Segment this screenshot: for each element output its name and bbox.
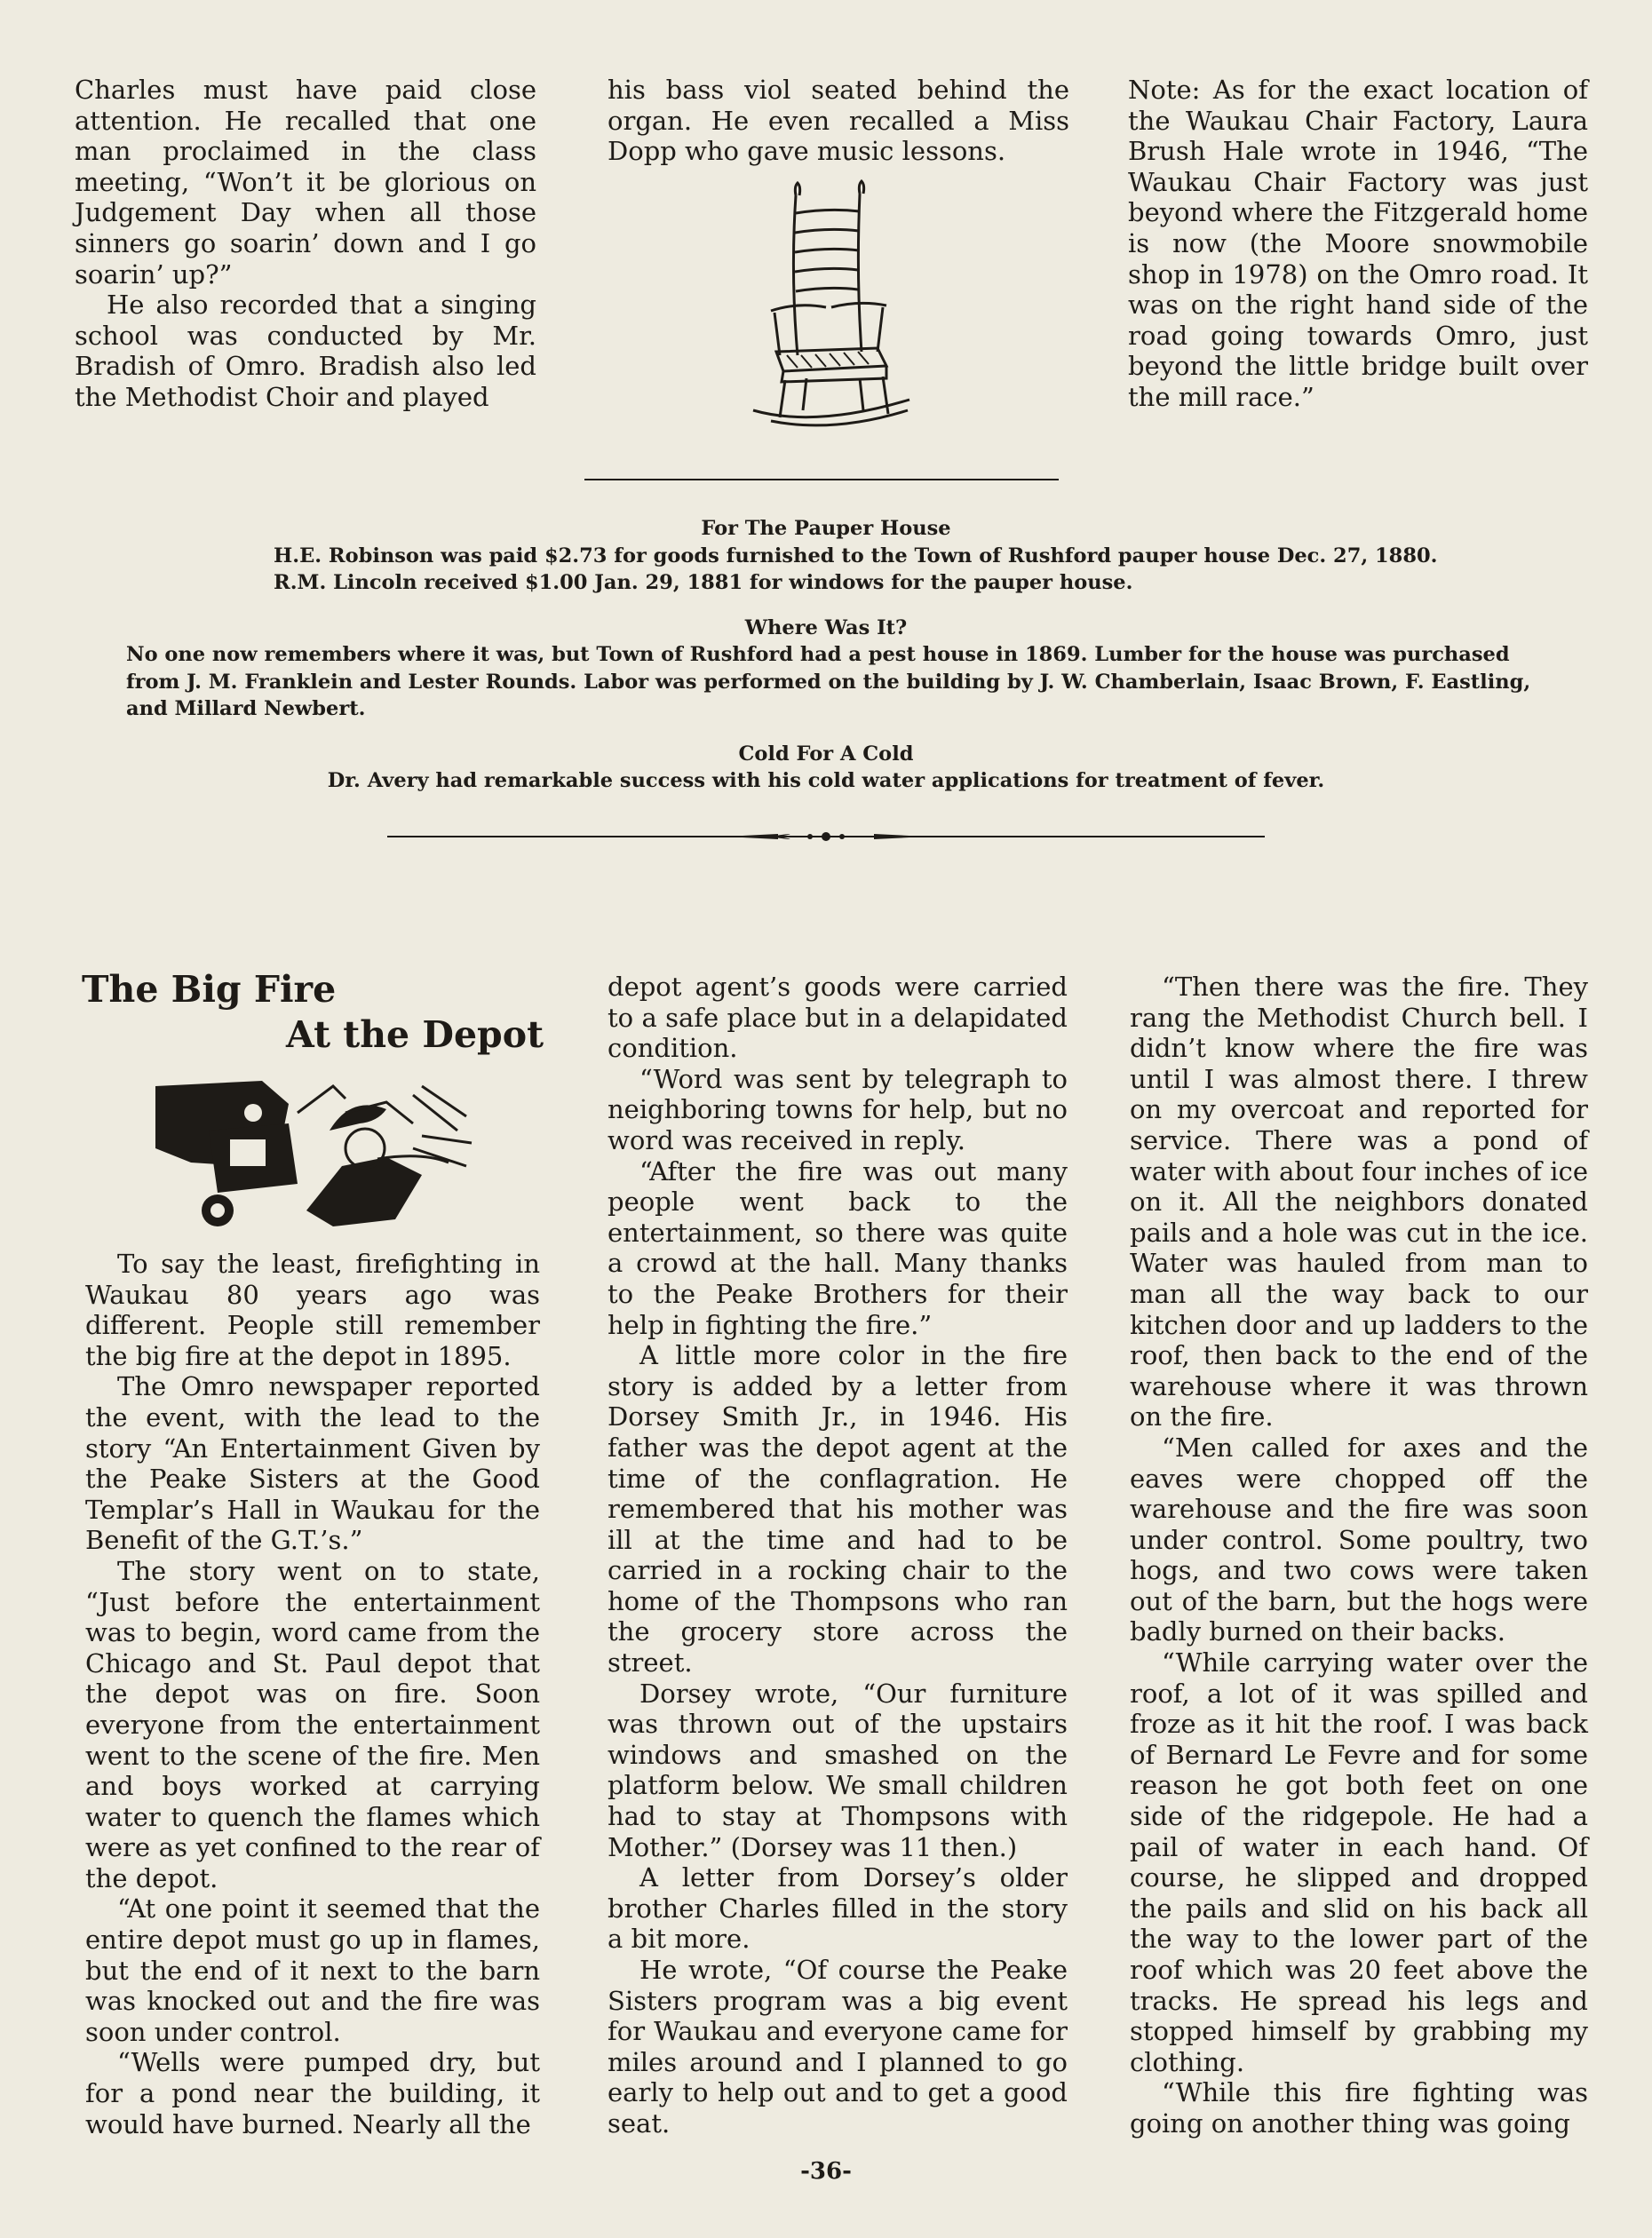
article-title-line-2: At the Depot [286, 1013, 544, 1056]
page-number: -36- [800, 2158, 852, 2185]
paragraph: He also recorded that a singing school was conducted by Mr. Bradish of Omro. Bradish also led the Methodist Choir and played [75, 290, 536, 412]
paragraph: “While carrying water over the roof, a lot of it was spilled and froze as it hit the roof. I was back of Bernard Le Fevre and for some reason he got both feet on one side of the ridgepole. He had a pail of water in each hand. Of course, he slipped and dropped the pails and slid on his back all the way to the lower part of the roof which was 20 feet above the tracks. He spread his legs and stopped himself by grabbing my clothing. [1130, 1647, 1588, 2077]
paragraph: “At one point it seemed that the entire depot must go up in flames, but the end of it next to the barn was knocked out and the fire was soon under control. [85, 1893, 540, 2047]
paragraph: his bass viol seated behind the organ. He even recalled a Miss Dopp who gave music lessons. [608, 75, 1069, 167]
article-column-1 [85, 1249, 540, 2139]
note-text: No one now remembers where it was, but Town of Rushford had a pest house in 1869. Lumber for the house was purchased from J. M. Franklein and Lester Rounds. Labor was performed on the building by J. W. Chamberlain, Isaac Brown, F. Eastling, and Millard Newbert. [126, 643, 1531, 720]
article-column-3 [1130, 972, 1588, 2139]
paragraph: “Word was sent by telegraph to neighboring towns for help, but no word was received in reply. [608, 1063, 1068, 1155]
notes-block [85, 515, 1567, 795]
article-title-line-1: The Big Fire [82, 968, 337, 1011]
note-text: Dr. Avery had remarkable success with his cold water applications for treatment of fever. [327, 769, 1325, 792]
paragraph: Charles must have paid close attention. He recalled that one man proclaimed in the class meeting, “Won’t it be glorious on Judgement Day when all those sinners go soarin’ down and I go soarin’ up?” [75, 75, 536, 290]
paragraph: “Wells were pumped dry, but for a pond near the building, it would have burned. Nearly all the [85, 2047, 540, 2139]
top-column-2 [608, 75, 1069, 167]
paragraph: A letter from Dorsey’s older brother Charles filled in the story a bit more. [608, 1862, 1068, 1955]
paragraph: The story went on to state, “Just before the entertainment was to begin, word came from the Chicago and St. Paul depot that the depot was on fire. Soon everyone from the entertainment went to the scene of the fire. Men and boys worked at carrying water to quench the flames which were as yet confined to the rear of the depot. [85, 1555, 540, 1893]
fireman-illustration [155, 1077, 482, 1228]
paragraph: depot agent’s goods were carried to a safe place but in a delapidated condition. [608, 972, 1068, 1064]
top-column-1 [75, 75, 536, 413]
paragraph: “Then there was the fire. They rang the Methodist Church bell. I didn’t know where the fire was until I was almost there. I threw on my overcoat and reported for service. There was a pond of water with about four inches of ice on it. All the neighbors donated pails and a hole was cut in the ice. Water was hauled from man to man all the way back to our kitchen door and up ladders to the roof, then back to the end of the warehouse where it was thrown on the fire. [1130, 972, 1588, 1432]
paragraph: Note: As for the exact location of the Waukau Chair Factory, Laura Brush Hale wrote in 1946, “The Waukau Chair Factory was just beyond where the Fitzgerald home is now (the Moore snowmobile shop in 1978) on the Omro road. It was on the right hand side of the road going towards Omro, just beyond the little bridge built over the mill race.” [1128, 75, 1588, 412]
paragraph: “Men called for axes and the eaves were chopped off the warehouse and the fire was soon under control. Some poultry, two hogs, and two cows were taken out of the barn, but the hogs were badly burned on their backs. [1130, 1432, 1588, 1647]
note-line: R.M. Lincoln received $1.00 Jan. 29, 1881 for windows for the pauper house. [274, 571, 1133, 594]
note-title: Where Was It? [744, 615, 908, 639]
ornamental-divider [387, 826, 1265, 847]
article-column-2 [608, 972, 1068, 2139]
paragraph: “After the fire was out many people went back to the entertainment, so there was quite a crowd at the hall. Many thanks to the Peake Brothers for their help in fighting the fire.” [608, 1155, 1068, 1340]
top-column-3 [1128, 75, 1588, 413]
paragraph: “While this fire fighting was going on another thing was going [1130, 2077, 1588, 2139]
paragraph: He wrote, “Of course the Peake Sisters program was a big event for Waukau and everyone came for miles around and I planned to go early to help out and to get a good seat. [608, 1955, 1068, 2139]
note-title: Cold For A Cold [738, 742, 914, 766]
paragraph: To say the least, firefighting in Waukau 80 years ago was different. People still remember the big fire at the depot in 1895. [85, 1249, 540, 1371]
paragraph: A little more color in the fire story is added by a letter from Dorsey Smith Jr., in 1946. His father was the depot agent at the time of the conflagration. He remembered that his mother was ill at the time and had to be carried in a rocking chair to the home of the Thompsons who ran the grocery store across the street. [608, 1340, 1068, 1678]
paragraph: The Omro newspaper reported the event, with the lead to the story “An Entertainment Given by the Peake Sisters at the Good Templar’s Hall in Waukau for the Benefit of the G.T.’s.” [85, 1371, 540, 1556]
divider-rule [584, 479, 1059, 480]
rocking-chair-illustration [744, 178, 915, 435]
paragraph: Dorsey wrote, “Our furniture was thrown out of the upstairs windows and smashed on the platform below. We small children had to stay at Thompsons with Mother.” (Dorsey was 11 then.) [608, 1678, 1068, 1862]
note-line: H.E. Robinson was paid $2.73 for goods furnished to the Town of Rushford pauper house Dec. 27, 1880. [274, 544, 1438, 567]
note-title: For The Pauper House [701, 517, 951, 540]
